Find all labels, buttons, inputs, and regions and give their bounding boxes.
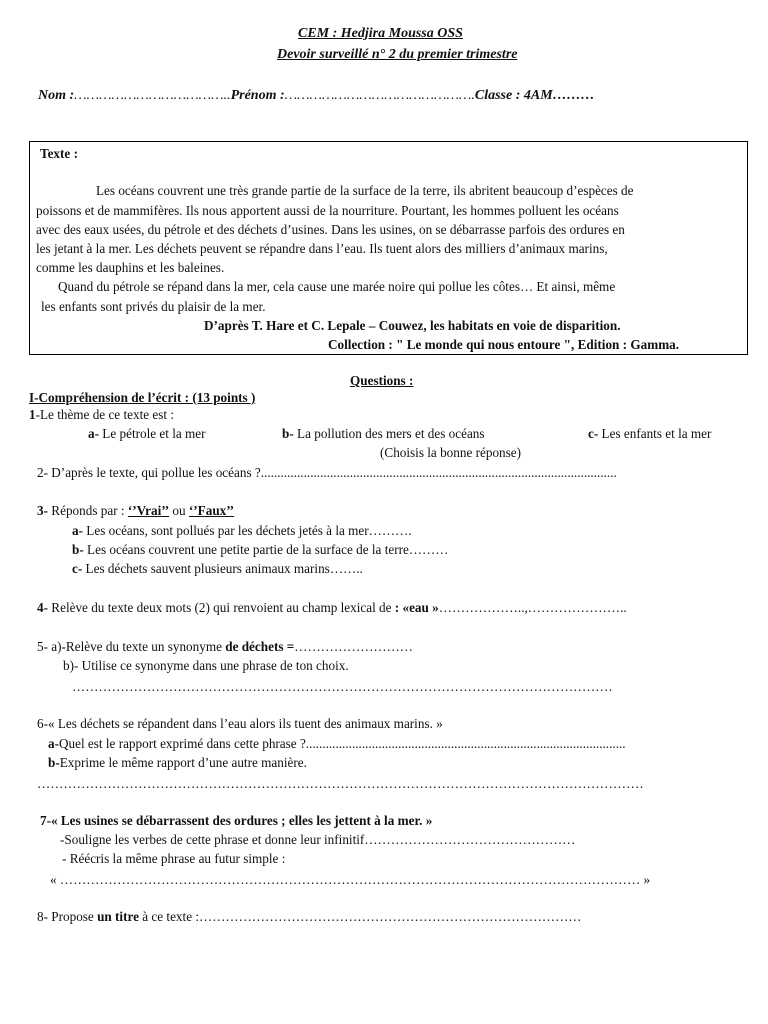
school-name: CEM : Hedjira Moussa OSS xyxy=(298,26,463,41)
q6b-prompt: b-Exprime le même rapport d’une autre manière. xyxy=(48,755,307,770)
q3-prompt: 3- Réponds par : ‘’Vrai’’ ou ‘’Faux’’ xyxy=(37,503,235,518)
q3-item-a[interactable]: a- Les océans, sont pollués par les déchets jetés à la mer………. xyxy=(72,523,412,538)
q7a-prompt[interactable]: -Souligne les verbes de cette phrase et donne leur infinitif………………………………………… xyxy=(60,832,576,847)
texte-line-5: comme les dauphins et les baleines. xyxy=(36,260,225,275)
q6-sentence: 6-« Les déchets se répandent dans l’eau alors ils tuent des animaux marins. » xyxy=(37,716,443,731)
q2-prompt[interactable]: 2- D’après le texte, qui pollue les océans ?............................................................................................................ xyxy=(37,465,617,480)
classe-label: Classe : 4AM……… xyxy=(474,88,595,103)
q1-prompt: 1-Le thème de ce texte est : xyxy=(29,407,174,422)
student-info-line xyxy=(38,88,595,104)
q3-item-c[interactable]: c- Les déchets sauvent plusieurs animaux marins…….. xyxy=(72,561,363,576)
q5b-answer-line[interactable]: …………………………………………………………………………………………………………… xyxy=(72,679,613,694)
texte-collection: Collection : " Le monde qui nous entoure ", Edition : Gamma. xyxy=(328,337,680,352)
exam-title: Devoir surveillé n° 2 du premier trimestre xyxy=(277,47,518,62)
texte-line-3: avec des eaux usées, du pétrole et des déchets d’usines. Dans les usines, on se débarrasse parfois des ordures en xyxy=(36,222,625,237)
q5b-prompt: b)- Utilise ce synonyme dans une phrase de ton choix. xyxy=(63,658,349,673)
q1-option-b[interactable]: b- La pollution des mers et des océans xyxy=(282,426,485,441)
section-comprehension: I-Compréhension de l’écrit : (13 points ) xyxy=(29,390,256,405)
texte-line-7: les enfants sont privés du plaisir de la mer. xyxy=(41,299,266,314)
q5a-prompt[interactable]: 5- a)-Relève du texte un synonyme de déchets =……………………… xyxy=(37,639,413,654)
q1-option-c[interactable]: c- Les enfants et la mer xyxy=(588,426,712,441)
texte-source: D’après T. Hare et C. Lepale – Couwez, les habitats en voie de disparition. xyxy=(204,318,621,333)
texte-line-6: Quand du pétrole se répand dans la mer, cela cause une marée noire qui pollue les côtes… Et ainsi, même xyxy=(58,279,616,294)
q1-option-a[interactable]: a- Le pétrole et la mer xyxy=(88,426,206,441)
texte-line-4: les jetant à la mer. Les déchets peuvent se répandre dans l’eau. Ils tuent alors des milliers d’animaux marins, xyxy=(36,241,608,256)
q6b-answer-line[interactable]: ………………………………………………………………………………………………………………………… xyxy=(37,776,644,791)
questions-title: Questions : xyxy=(350,373,414,388)
q4-prompt[interactable]: 4- Relève du texte deux mots (2) qui renvoient au champ lexical de : «eau »………………..,………………….. xyxy=(37,600,627,615)
prenom-field[interactable]: ………………………………………. xyxy=(284,88,475,103)
prenom-label: Prénom : xyxy=(230,88,285,103)
nom-label: Nom : xyxy=(38,88,75,103)
q3-item-b[interactable]: b- Les océans couvrent une petite partie de la surface de la terre……… xyxy=(72,542,449,557)
texte-line-1: Les océans couvrent une très grande partie de la surface de la terre, ils abritent beaucoup d’espèces de xyxy=(96,183,634,198)
q7b-answer-line[interactable]: « …………………………………………………………………………………………………………………… » xyxy=(50,872,651,887)
q7b-prompt: - Réécris la même phrase au futur simple : xyxy=(62,851,286,866)
q6a-prompt[interactable]: a-Quel est le rapport exprimé dans cette phrase ?................................................................................................. xyxy=(48,736,626,751)
q7-sentence: 7-« Les usines se débarrassent des ordures ; elles les jettent à la mer. » xyxy=(40,813,433,828)
nom-field[interactable]: ……………………………….. xyxy=(74,88,231,103)
q1-hint: (Choisis la bonne réponse) xyxy=(380,445,522,460)
texte-label: Texte : xyxy=(40,146,78,161)
q8-prompt[interactable]: 8- Propose un titre à ce texte :…………………………………………………………………………… xyxy=(37,909,582,924)
texte-line-2: poissons et de mammifères. Ils nous apportent aussi de la nourriture. Pourtant, les hommes polluent les océans xyxy=(36,203,619,218)
texte-box xyxy=(29,141,748,355)
